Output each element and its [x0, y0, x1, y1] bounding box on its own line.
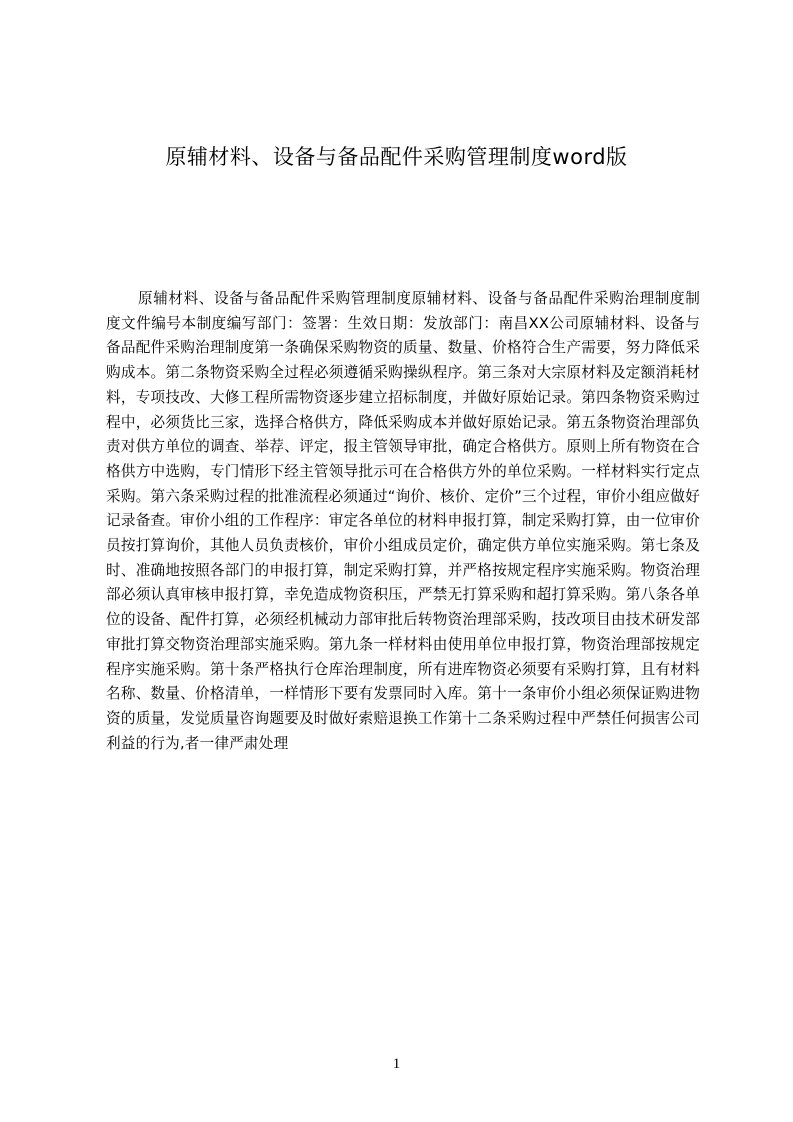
body-paragraph: 原辅材料、设备与备品配件采购管理制度原辅材料、设备与备品配件采购治理制度制度文件编号本制度编写部门：签署：生效日期：发放部门：南昌XX公司原辅材料、设备与备品配件采购治理制度第一条确保采购物资的质量、数量、价格符合生产需要，努力降低采购成本。第二条物资采购全过程必须遵循采购操纵程序。第三条对大宗原材料及定额消耗材料，专项技改、大修工程所需物资逐步建立招标制度，并做好原始记录。第四条物资采购过程中，必须货比三家，选择合格供方，降低采购成本并做好原始记录。第五条物资治理部负责对供方单位的调查、举荐、评定，报主管领导审批，确定合格供方。原则上所有物资在合格供方中选购，专门情形下经主管领导批示可在合格供方外的单位采购。一样材料实行定点采购。第六条采购过程的批准流程必须通过“询价、核价、定价”三个过程，审价小组应做好记录备查。审价小组的工作程序：审定各单位的材料申报打算，制定采购打算，由一位审价员按打算询价，其他人员负责核价，审价小组成员定价，确定供方单位实施采购。第七条及时、准确地按照各部门的申报打算，制定采购打算，并严格按规定程序实施采购。物资治理部必须认真审核申报打算，幸免造成物资积压，严禁无打算采购和超打算采购。第八条各单位的设备、配件打算，必须经机械动力部审批后转物资治理部采购，技改项目由技术研发部审批打算交物资治理部实施采购。第九条一样材料由使用单位申报打算，物资治理部按规定程序实施采购。第十条严格执行仓库治理制度，所有进库物资必须要有采购打算，且有材料名称、数量、价格清单，一样情形下要有发票同时入库。第十一条审价小组必须保证购进物资的质量，发觉质量咨询题要及时做好索赔退换工作第十二条采购过程中严禁任何损害公司利益的行为,者一律严肃处理 [106, 290, 700, 752]
page-title: 原辅材料、设备与备品配件采购管理制度word版 [165, 145, 628, 169]
page-number: 1 [392, 1056, 401, 1072]
